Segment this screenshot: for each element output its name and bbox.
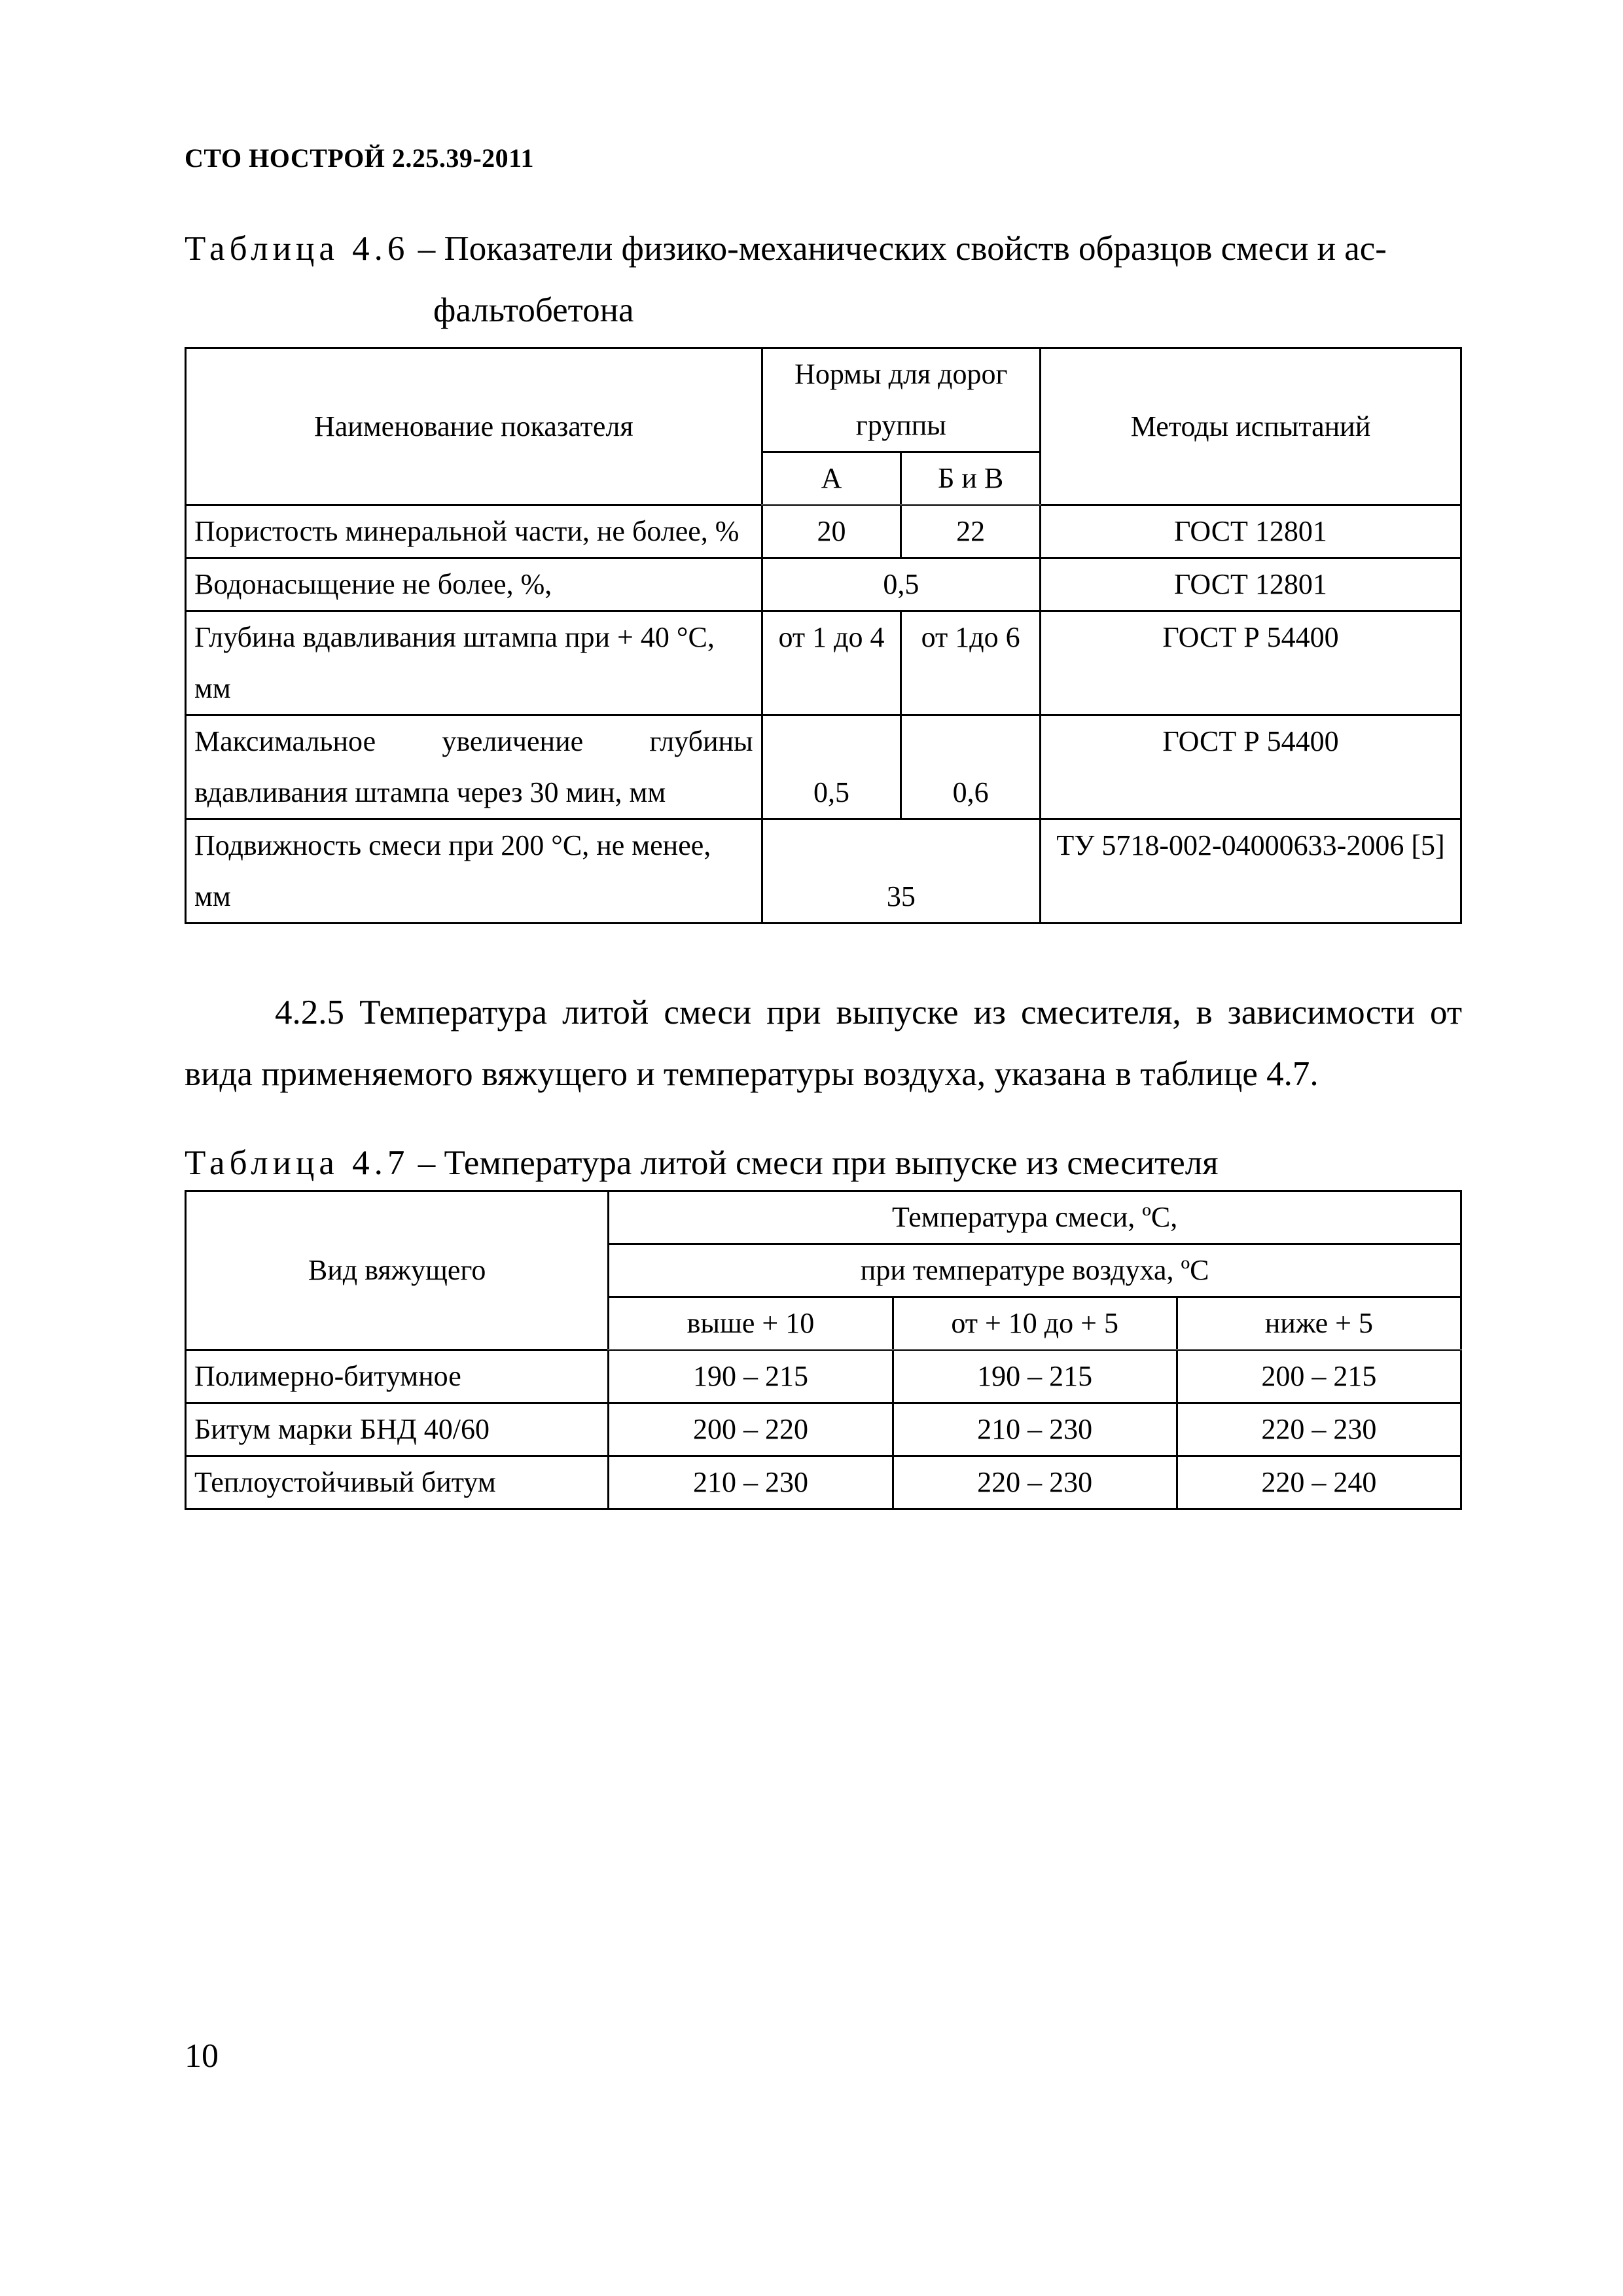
row-above-10: 210 – 230 [609,1456,893,1509]
header-group-a: А [762,452,901,505]
table-row [186,1350,1461,1403]
header-above-10: выше + 10 [609,1297,893,1350]
row-value-a: от 1 до 4 [762,611,901,715]
table-row [186,1456,1461,1509]
table-row [186,558,1461,611]
row-indicator-name: Максимальное увеличение глубины вдавливания штампа через 30 мин, мм [186,715,762,819]
row-from-10-to-5: 220 – 230 [893,1456,1177,1509]
table-4-6-caption [185,218,1462,341]
table-4-7-caption-text: – Температура литой смеси при выпуске из смесителя [409,1144,1219,1182]
page-number: 10 [185,2037,219,2075]
row-above-10: 190 – 215 [609,1350,893,1403]
row-method: ГОСТ 12801 [1041,505,1461,558]
row-value-bv: от 1до 6 [901,611,1041,715]
table-4-7-caption [185,1132,1462,1194]
header-norms [762,348,1040,452]
document-code: СТО НОСТРОЙ 2.25.39-2011 [185,143,534,173]
row-value-a: 20 [762,505,901,558]
table-4-6-caption-label: Таблица 4.6 [185,230,410,268]
row-value-a: 0,5 [762,715,901,819]
row-binder: Битум марки БНД 40/60 [186,1403,609,1456]
table-4-7 [185,1190,1462,1510]
table-row [186,715,1461,819]
row-from-10-to-5: 190 – 215 [893,1350,1177,1403]
header-methods: Методы испытаний [1041,348,1461,505]
header-binder-type: Вид вяжущего [186,1191,609,1350]
row-value-merged: 35 [762,819,1040,924]
row-below-5: 220 – 240 [1177,1456,1461,1509]
table-row [186,819,1461,924]
header-air-temperature: при температуре воздуха, ºС [609,1244,1461,1297]
row-binder: Полимерно-битумное [186,1350,609,1403]
row-value-bv: 22 [901,505,1041,558]
table-4-7-caption-label: Таблица 4.7 [185,1144,410,1182]
header-group-bv: Б и В [901,452,1041,505]
header-below-5: ниже + 5 [1177,1297,1461,1350]
header-norms-line-1: Нормы для дорог [794,358,1008,390]
row-value-bv: 0,6 [901,715,1041,819]
row-method: ГОСТ Р 54400 [1041,715,1461,819]
row-method: ГОСТ Р 54400 [1041,611,1461,715]
header-norms-line-2: группы [855,409,946,441]
row-method: ТУ 5718-002-04000633-2006 [5] [1041,819,1461,924]
row-above-10: 200 – 220 [609,1403,893,1456]
row-from-10-to-5: 210 – 230 [893,1403,1177,1456]
row-below-5: 220 – 230 [1177,1403,1461,1456]
row-method: ГОСТ 12801 [1041,558,1461,611]
table-row [186,505,1461,558]
header-indicator-name: Наименование показателя [186,348,762,505]
row-indicator-name: Пористость минеральной части, не более, % [186,505,762,558]
row-indicator-name: Глубина вдавливания штампа при + 40 °С, мм [186,611,762,715]
paragraph-4-2-5: 4.2.5 Температура литой смеси при выпуске из смесителя, в зависимости от вида применяемого вяжущего и температуры воздуха, указана в таблице 4.7. [185,994,1462,1093]
table-4-6-caption-continuation: фальтобетона [433,291,634,329]
table-row [186,611,1461,715]
row-indicator-name: Водонасыщение не более, %, [186,558,762,611]
row-value-merged: 0,5 [762,558,1040,611]
row-binder: Теплоустойчивый битум [186,1456,609,1509]
header-mix-temperature: Температура смеси, ºС, [609,1191,1461,1244]
table-row [186,1403,1461,1456]
table-4-6 [185,347,1462,924]
row-indicator-name: Подвижность смеси при 200 °С, не менее, мм [186,819,762,924]
row-below-5: 200 – 215 [1177,1350,1461,1403]
header-from-10-to-5: от + 10 до + 5 [893,1297,1177,1350]
table-4-6-caption-text: – Показатели физико-механических свойств образцов смеси и ас- [409,230,1387,268]
